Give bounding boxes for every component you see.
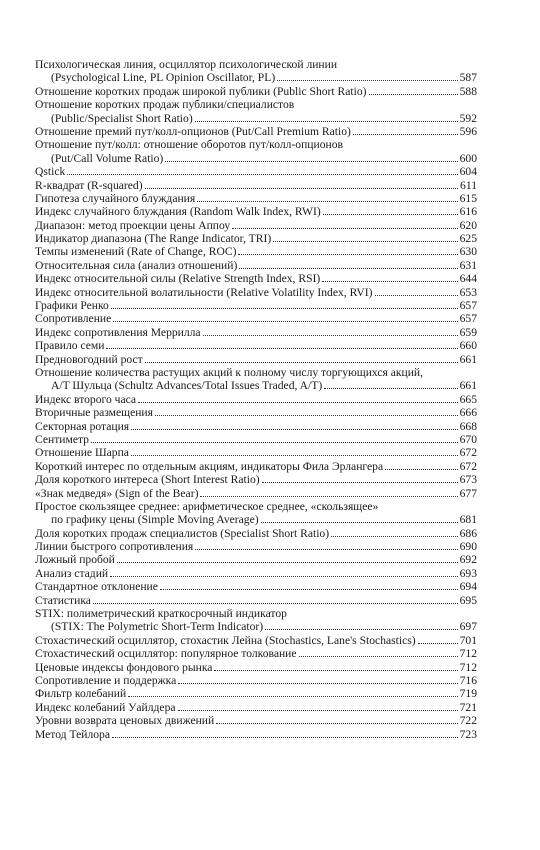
toc-page-number: 620 bbox=[459, 218, 477, 232]
toc-entry bbox=[35, 366, 477, 393]
toc-entry bbox=[35, 647, 477, 660]
dot-leader bbox=[331, 533, 458, 537]
toc-page-number: 721 bbox=[459, 700, 477, 714]
toc-entry-line bbox=[35, 433, 477, 446]
toc-entry bbox=[35, 165, 477, 178]
toc-page-number: 712 bbox=[459, 647, 477, 661]
toc-entry bbox=[35, 674, 477, 687]
toc-entry-title: Графики Ренко bbox=[35, 299, 109, 313]
dot-leader bbox=[385, 466, 458, 470]
dot-leader bbox=[112, 734, 458, 738]
toc-entry-line bbox=[35, 152, 477, 165]
toc-page-number: 587 bbox=[459, 71, 477, 85]
toc-entry bbox=[35, 125, 477, 138]
toc-entry-line bbox=[35, 58, 477, 71]
toc-entry-title: Отношение коротких продаж широкой публики (Public Short Ratio) bbox=[35, 84, 367, 98]
toc-entry-title: Правило семи bbox=[35, 339, 105, 353]
toc-entry-line bbox=[35, 379, 477, 392]
toc-page-number: 592 bbox=[459, 111, 477, 125]
toc-entry bbox=[35, 527, 477, 540]
toc-entry-title: Индекс колебаний Уайлдера bbox=[35, 700, 176, 714]
toc-entry-title: Индекс сопротивления Меррилла bbox=[35, 325, 201, 339]
toc-page-number: 657 bbox=[459, 299, 477, 313]
toc-entry bbox=[35, 634, 477, 647]
toc-entry bbox=[35, 661, 477, 674]
toc-entry bbox=[35, 312, 477, 325]
toc-entry bbox=[35, 714, 477, 727]
toc-entry bbox=[35, 353, 477, 366]
toc-entry-line bbox=[35, 98, 477, 111]
toc-page-number: 644 bbox=[459, 272, 477, 286]
toc-entry-title: Линии быстрого сопротивления bbox=[35, 540, 194, 554]
toc-page-number: 668 bbox=[459, 419, 477, 433]
toc-entry-line bbox=[35, 85, 477, 98]
toc-entry-title: Ценовые индексы фондового рынка bbox=[35, 660, 213, 674]
toc-page-number: 672 bbox=[459, 446, 477, 460]
toc-entry bbox=[35, 420, 477, 433]
toc-entry-line bbox=[35, 420, 477, 433]
toc-entry-line bbox=[35, 272, 477, 285]
toc-entry bbox=[35, 179, 477, 192]
toc-entry-title: Относительная сила (анализ отношений) bbox=[35, 258, 238, 272]
toc-page-number: 722 bbox=[459, 714, 477, 728]
toc-entry-line bbox=[35, 513, 477, 526]
toc-entry-line bbox=[35, 553, 477, 566]
toc-entry-title: A/T Шульца (Schultz Advances/Total Issues Traded, A/T) bbox=[51, 379, 323, 393]
toc-entry bbox=[35, 728, 477, 741]
toc-entry-line bbox=[35, 620, 477, 633]
toc-page-number: 611 bbox=[460, 178, 477, 192]
toc-entry bbox=[35, 286, 477, 299]
toc-entry-title: Отношение премий пут/колл-опционов (Put/Call Premium Ratio) bbox=[35, 124, 351, 138]
toc-entry-line bbox=[35, 500, 477, 513]
toc-page-number: 615 bbox=[459, 191, 477, 205]
toc-entry-line bbox=[35, 326, 477, 339]
dot-leader bbox=[216, 720, 457, 724]
toc-page-number: 666 bbox=[459, 406, 477, 420]
toc-entry-title: Отношение количества растущих акций к полному числу торгующихся акций, bbox=[35, 365, 424, 379]
toc-entry-title: Индекс относительной волатильности (Relative Volatility Index, RVI) bbox=[35, 285, 373, 299]
dot-leader bbox=[106, 345, 457, 349]
toc-page-number: 701 bbox=[459, 633, 477, 647]
toc-entry bbox=[35, 594, 477, 607]
toc-entry-title: Фильтр колебаний bbox=[35, 687, 127, 701]
toc-entry-title: Стохастический осциллятор: популярное толкование bbox=[35, 647, 297, 661]
toc-entry-line bbox=[35, 138, 477, 151]
toc-entry-line bbox=[35, 232, 477, 245]
dot-leader bbox=[178, 707, 458, 711]
toc-entry-title: Секторная ротация bbox=[35, 419, 130, 433]
toc-entry-line bbox=[35, 71, 477, 84]
toc-entry-line bbox=[35, 647, 477, 660]
dot-leader bbox=[155, 412, 458, 416]
toc-page-number: 631 bbox=[459, 258, 477, 272]
dot-leader bbox=[323, 211, 458, 215]
dot-leader bbox=[273, 238, 457, 242]
dot-leader bbox=[145, 359, 458, 363]
toc-entry bbox=[35, 259, 477, 272]
toc-entry-line bbox=[35, 487, 477, 500]
toc-entry-line bbox=[35, 446, 477, 459]
toc-page-number: 712 bbox=[459, 660, 477, 674]
toc-entry-line bbox=[35, 125, 477, 138]
toc-entry-line bbox=[35, 714, 477, 727]
dot-leader bbox=[131, 452, 458, 456]
toc-entry-line bbox=[35, 594, 477, 607]
toc-page-number: 723 bbox=[459, 727, 477, 741]
dot-leader bbox=[93, 600, 458, 604]
toc-page-number: 604 bbox=[459, 165, 477, 179]
toc-entry bbox=[35, 607, 477, 634]
toc-entry-line bbox=[35, 661, 477, 674]
toc-page-number: 661 bbox=[459, 379, 477, 393]
toc-page-number: 630 bbox=[459, 245, 477, 259]
toc-entry-title: (Public/Specialist Short Ratio) bbox=[51, 111, 193, 125]
dot-leader bbox=[299, 653, 458, 657]
toc-entry-title: Ложный пробой bbox=[35, 553, 115, 567]
dot-leader bbox=[197, 198, 457, 202]
toc-entry bbox=[35, 339, 477, 352]
toc-entry bbox=[35, 245, 477, 258]
toc-entry-title: Темпы изменений (Rate of Change, ROC) bbox=[35, 245, 237, 259]
toc-entry-title: Qstick bbox=[35, 165, 66, 179]
dot-leader bbox=[111, 305, 458, 309]
dot-leader bbox=[232, 225, 457, 229]
toc-entry bbox=[35, 701, 477, 714]
toc-page-number: 719 bbox=[459, 687, 477, 701]
toc-entry-title: Психологическая линия, осциллятор психологической линии bbox=[35, 58, 338, 71]
toc-entry bbox=[35, 138, 477, 165]
toc-entry-line bbox=[35, 674, 477, 687]
toc-entry-title: STIX: полиметрический краткосрочный индикатор bbox=[35, 607, 287, 621]
toc-entry bbox=[35, 460, 477, 473]
toc-page-number: 686 bbox=[459, 526, 477, 540]
toc-entry-line bbox=[35, 607, 477, 620]
dot-leader bbox=[195, 118, 458, 122]
toc-page-number: 653 bbox=[459, 285, 477, 299]
toc-entry-title: Сентиметр bbox=[35, 432, 89, 446]
toc-entry-line bbox=[35, 179, 477, 192]
toc-page-number: 694 bbox=[459, 580, 477, 594]
toc-page-number: 670 bbox=[459, 432, 477, 446]
dot-leader bbox=[375, 292, 458, 296]
toc-entry-title: R-квадрат (R-squared) bbox=[35, 178, 143, 192]
toc-entry bbox=[35, 473, 477, 486]
toc-entry bbox=[35, 433, 477, 446]
toc-entry-title: «Знак медведя» (Sign of the Bear) bbox=[35, 486, 199, 500]
toc-entry bbox=[35, 393, 477, 406]
toc-entry bbox=[35, 540, 477, 553]
dot-leader bbox=[200, 493, 457, 497]
dot-leader bbox=[369, 91, 458, 95]
dot-leader bbox=[353, 131, 458, 135]
dot-leader bbox=[214, 667, 457, 671]
toc-entry-title: Метод Тейлора bbox=[35, 727, 110, 741]
dot-leader bbox=[110, 573, 458, 577]
toc-entry bbox=[35, 580, 477, 593]
toc-entry-line bbox=[35, 165, 477, 178]
dot-leader bbox=[113, 318, 457, 322]
toc-page-number: 661 bbox=[459, 352, 477, 366]
toc-entry-title: Уровни возврата ценовых движений bbox=[35, 714, 215, 728]
toc-page-number: 596 bbox=[459, 124, 477, 138]
toc-entry bbox=[35, 326, 477, 339]
toc-entry-title: Простое скользящее среднее: арифметическое среднее, «скользящее» bbox=[35, 499, 379, 513]
toc-entry-line bbox=[35, 259, 477, 272]
toc-entry-line bbox=[35, 393, 477, 406]
dot-leader bbox=[160, 586, 458, 590]
dot-leader bbox=[322, 278, 457, 282]
toc-entry-line bbox=[35, 286, 477, 299]
toc-entry-line bbox=[35, 205, 477, 218]
toc-page-number: 697 bbox=[459, 620, 477, 634]
toc-entry bbox=[35, 687, 477, 700]
toc-entry bbox=[35, 98, 477, 125]
toc-entry-title: Доля коротких продаж специалистов (Specialist Short Ratio) bbox=[35, 526, 330, 540]
dot-leader bbox=[117, 559, 458, 563]
dot-leader bbox=[178, 680, 457, 684]
toc-page-number: 716 bbox=[459, 673, 477, 687]
toc-entry-line bbox=[35, 366, 477, 379]
dot-leader bbox=[265, 626, 457, 630]
toc-entry bbox=[35, 487, 477, 500]
dot-leader bbox=[238, 251, 457, 255]
toc-entry-title: Отношение коротких продаж публики/специалистов bbox=[35, 98, 295, 112]
toc-page-number: 677 bbox=[459, 486, 477, 500]
toc-entry-line bbox=[35, 634, 477, 647]
toc-entry-title: Анализ стадий bbox=[35, 566, 109, 580]
toc-entry-title: Индекс второго часа bbox=[35, 392, 137, 406]
toc-entry-line bbox=[35, 219, 477, 232]
toc-entry-title: Короткий интерес по отдельным акциям, индикаторы Фила Эрлангера bbox=[35, 459, 384, 473]
toc-entry bbox=[35, 567, 477, 580]
toc-entry bbox=[35, 446, 477, 459]
toc-entry-title: Статистика bbox=[35, 593, 91, 607]
toc-entry-title: по графику цены (Simple Moving Average) bbox=[51, 513, 259, 527]
toc-entry bbox=[35, 272, 477, 285]
toc-entry-line bbox=[35, 112, 477, 125]
toc-entry-line bbox=[35, 728, 477, 741]
toc-page-number: 672 bbox=[459, 459, 477, 473]
toc-entry-line bbox=[35, 567, 477, 580]
toc-entry-title: Отношение пут/колл: отношение оборотов пут/колл-опционов bbox=[35, 138, 343, 152]
toc-page-number: 657 bbox=[459, 312, 477, 326]
toc-entry bbox=[35, 553, 477, 566]
toc-entry bbox=[35, 58, 477, 85]
toc-entry-line bbox=[35, 312, 477, 325]
toc-entry bbox=[35, 299, 477, 312]
dot-leader bbox=[165, 158, 457, 162]
toc-entry-title: Стохастический осциллятор, стохастик Лейна (Stochastics, Lane's Stochastics) bbox=[35, 633, 416, 647]
toc-entry bbox=[35, 85, 477, 98]
toc-entry-line bbox=[35, 353, 477, 366]
dot-leader bbox=[91, 439, 458, 443]
dot-leader bbox=[195, 546, 457, 550]
dot-leader bbox=[324, 385, 457, 389]
toc-entry bbox=[35, 192, 477, 205]
toc-entry-title: (Psychological Line, PL Opinion Oscillator, PL) bbox=[51, 71, 276, 85]
toc-entry-title: Индекс относительной силы (Relative Strength Index, RSI) bbox=[35, 272, 321, 286]
toc-page-number: 665 bbox=[459, 392, 477, 406]
toc-page-number: 588 bbox=[459, 84, 477, 98]
toc-page-number: 625 bbox=[459, 232, 477, 246]
dot-leader bbox=[128, 693, 457, 697]
toc-page-number: 660 bbox=[459, 339, 477, 353]
toc-entry-line bbox=[35, 245, 477, 258]
toc-entry-title: Вторичные размещения bbox=[35, 406, 153, 420]
toc-page-number: 695 bbox=[459, 593, 477, 607]
toc-entry-line bbox=[35, 701, 477, 714]
toc-entry bbox=[35, 232, 477, 245]
dot-leader bbox=[261, 519, 458, 523]
toc-entry-line bbox=[35, 473, 477, 486]
toc-entry-title: Диапазон: метод проекции цены Аппоу bbox=[35, 218, 231, 232]
table-of-contents bbox=[35, 58, 477, 741]
dot-leader bbox=[131, 426, 457, 430]
dot-leader bbox=[262, 479, 458, 483]
toc-page-number: 681 bbox=[459, 513, 477, 527]
dot-leader bbox=[138, 399, 458, 403]
toc-entry-line bbox=[35, 540, 477, 553]
toc-entry-title: (Put/Call Volume Ratio) bbox=[51, 151, 164, 165]
toc-page-number: 693 bbox=[459, 566, 477, 580]
dot-leader bbox=[239, 265, 457, 269]
dot-leader bbox=[67, 171, 457, 175]
toc-entry bbox=[35, 219, 477, 232]
toc-entry-line bbox=[35, 687, 477, 700]
toc-entry-line bbox=[35, 406, 477, 419]
toc-entry bbox=[35, 406, 477, 419]
toc-entry-title: Доля короткого интереса (Short Interest Ratio) bbox=[35, 473, 260, 487]
toc-entry bbox=[35, 500, 477, 527]
toc-entry bbox=[35, 205, 477, 218]
toc-entry-line bbox=[35, 527, 477, 540]
toc-entry-line bbox=[35, 299, 477, 312]
toc-entry-line bbox=[35, 580, 477, 593]
toc-entry-title: Индекс случайного блуждания (Random Walk Index, RWI) bbox=[35, 205, 321, 219]
toc-entry-title: Гипотеза случайного блуждания bbox=[35, 191, 196, 205]
dot-leader bbox=[203, 332, 458, 336]
toc-entry-title: Предновогодний рост bbox=[35, 352, 143, 366]
toc-page-number: 659 bbox=[459, 325, 477, 339]
toc-page-number: 600 bbox=[459, 151, 477, 165]
toc-entry-line bbox=[35, 339, 477, 352]
toc-page-number: 692 bbox=[459, 553, 477, 567]
dot-leader bbox=[277, 77, 457, 81]
toc-page-number: 673 bbox=[459, 473, 477, 487]
dot-leader bbox=[418, 640, 458, 644]
toc-entry-title: Сопротивление и поддержка bbox=[35, 673, 177, 687]
toc-entry-line bbox=[35, 460, 477, 473]
toc-page-number: 616 bbox=[459, 205, 477, 219]
toc-entry-title: Отношение Шарпа bbox=[35, 446, 129, 460]
toc-entry-title: Индикатор диапазона (The Range Indicator, TRI) bbox=[35, 232, 272, 246]
toc-entry-title: Стандартное отклонение bbox=[35, 580, 158, 594]
toc-page-number: 690 bbox=[459, 540, 477, 554]
dot-leader bbox=[145, 185, 458, 189]
toc-entry-line bbox=[35, 192, 477, 205]
toc-entry-title: Сопротивление bbox=[35, 312, 112, 326]
toc-entry-title: (STIX: The Polymetric Short-Term Indicator) bbox=[51, 620, 264, 634]
